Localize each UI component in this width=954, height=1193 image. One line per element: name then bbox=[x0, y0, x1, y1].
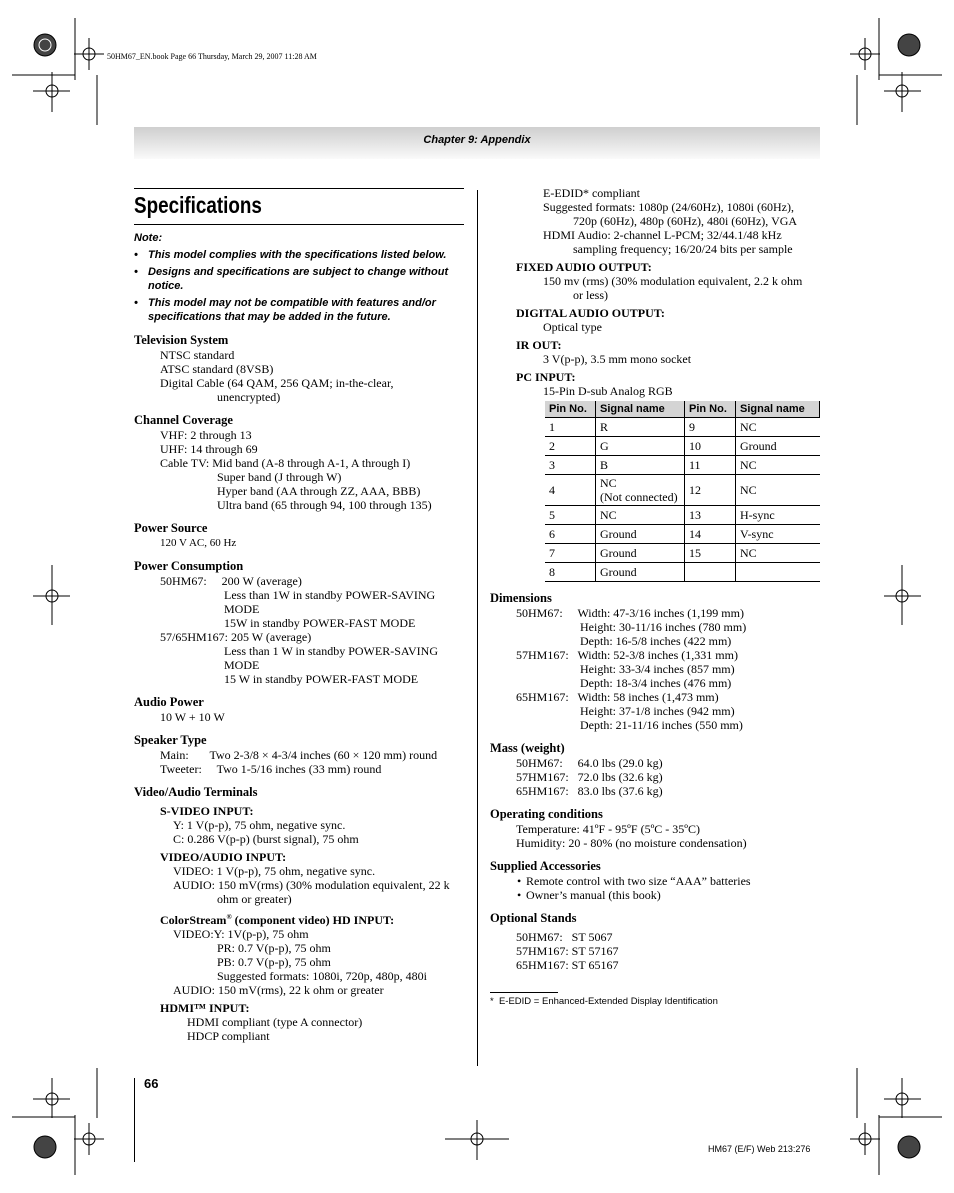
spec-line: 57/65HM167: 205 W (average) bbox=[160, 630, 312, 644]
right-column bbox=[490, 186, 820, 1007]
spec-line: MODE bbox=[224, 602, 260, 616]
spec-line: Less than 1 W in standby POWER-SAVING bbox=[224, 644, 438, 658]
spec-line: 57HM167: ST 57167 bbox=[516, 944, 619, 958]
list-item: • Owner’s manual (this book) bbox=[517, 888, 661, 902]
power-source-heading: Power Source bbox=[134, 521, 208, 535]
spec-line: or less) bbox=[573, 288, 608, 302]
note-label: Note: bbox=[134, 232, 163, 244]
spec-line: HDMI compliant (type A connector) bbox=[187, 1015, 363, 1029]
note-block bbox=[134, 231, 464, 324]
spec-line: PR: 0.7 V(p-p), 75 ohm bbox=[217, 941, 331, 955]
spec-line: 65HM167: Width: 58 inches (1,473 mm) bbox=[516, 690, 719, 704]
operating-heading: Operating conditions bbox=[490, 807, 603, 821]
chapter-title: Chapter 9: Appendix bbox=[423, 134, 531, 146]
table-row: 7 Ground 15 NC bbox=[545, 544, 820, 563]
footnote-rule bbox=[490, 992, 558, 993]
chapter-header bbox=[134, 127, 820, 159]
spec-line: Humidity: 20 - 80% (no moisture condensation) bbox=[516, 836, 747, 850]
colorstream-heading: ColorStream® (component video) HD INPUT: bbox=[160, 913, 395, 927]
column-header: Signal name bbox=[596, 401, 685, 418]
table-row: 6 Ground 14 V-sync bbox=[545, 525, 820, 544]
spec-line: 50HM67: ST 5067 bbox=[516, 930, 613, 944]
pin-table-header bbox=[545, 401, 820, 418]
spec-line: VHF: 2 through 13 bbox=[160, 428, 252, 442]
table-row: 1 R 9 NC bbox=[545, 418, 820, 437]
spec-line: Tweeter: Two 1-5/16 inches (33 mm) round bbox=[160, 762, 382, 776]
pin-table bbox=[545, 401, 820, 582]
left-column bbox=[134, 188, 464, 1043]
note-item: • Designs and specifications are subject to change without notice. bbox=[134, 266, 449, 292]
spec-line: Super band (J through W) bbox=[217, 470, 342, 484]
table-row: 8 Ground bbox=[545, 563, 820, 582]
spec-line: 150 mv (rms) (30% modulation equivalent, 2.2 k ohm bbox=[543, 274, 803, 288]
stands-heading: Optional Stands bbox=[490, 911, 577, 925]
spec-line: 65HM167: 83.0 lbs (37.6 kg) bbox=[516, 784, 663, 798]
spec-line: AUDIO: 150 mV(rms), 22 k ohm or greater bbox=[173, 983, 384, 997]
spec-line: Depth: 18-3/4 inches (476 mm) bbox=[580, 676, 732, 690]
note-item: • This model may not be compatible with features and/or specifications that may be added in the future. bbox=[134, 297, 436, 323]
spec-line: ATSC standard (8VSB) bbox=[160, 362, 274, 376]
column-header: Signal name bbox=[736, 401, 820, 418]
file-info: 50HM67_EN.book Page 66 Thursday, March 29, 2007 11:28 AM bbox=[107, 52, 317, 61]
spec-line: VIDEO:Y: 1V(p-p), 75 ohm bbox=[173, 927, 309, 941]
spec-line: AUDIO: 150 mV(rms) (30% modulation equivalent, 22 k bbox=[173, 878, 450, 892]
mass-heading: Mass (weight) bbox=[490, 741, 565, 755]
va-terminals-heading: Video/Audio Terminals bbox=[134, 785, 258, 799]
hdmi-heading: HDMI™ INPUT: bbox=[160, 1001, 250, 1015]
spec-line: Main: Two 2-3/8 × 4-3/4 inches (60 × 120 mm) round bbox=[160, 748, 438, 762]
spec-line: Ultra band (65 through 94, 100 through 135) bbox=[217, 498, 432, 512]
spec-line: Hyper band (AA through ZZ, AAA, BBB) bbox=[217, 484, 421, 498]
column-header: Pin No. bbox=[685, 401, 736, 418]
spec-line: Temperature: 41ºF - 95ºF (5ºC - 35ºC) bbox=[516, 822, 701, 836]
spec-line: VIDEO: 1 V(p-p), 75 ohm, negative sync. bbox=[173, 864, 376, 878]
spec-line: C: 0.286 V(p-p) (burst signal), 75 ohm bbox=[173, 832, 359, 846]
print-code: HM67 (E/F) Web 213:276 bbox=[708, 1144, 811, 1154]
speaker-heading: Speaker Type bbox=[134, 733, 207, 747]
va-input-heading: VIDEO/AUDIO INPUT: bbox=[160, 850, 287, 864]
spec-line: 15W in standby POWER-FAST MODE bbox=[224, 616, 416, 630]
dimensions-heading: Dimensions bbox=[490, 591, 552, 605]
spec-line: 3 V(p-p), 3.5 mm mono socket bbox=[543, 352, 692, 366]
title-top-rule bbox=[134, 188, 464, 189]
tv-system-heading: Television System bbox=[134, 333, 229, 347]
spec-line: 57HM167: Width: 52-3/8 inches (1,331 mm) bbox=[516, 648, 738, 662]
spec-line: Less than 1W in standby POWER-SAVING bbox=[224, 588, 436, 602]
spec-line: 50HM67: 64.0 lbs (29.0 kg) bbox=[516, 756, 663, 770]
footnote: * E-EDID = Enhanced-Extended Display Identification bbox=[490, 996, 718, 1007]
spec-line: Digital Cable (64 QAM, 256 QAM; in-the-clear, bbox=[160, 376, 394, 390]
digital-audio-heading: DIGITAL AUDIO OUTPUT: bbox=[516, 306, 665, 320]
spec-line: 15-Pin D-sub Analog RGB bbox=[543, 384, 673, 398]
page-title: Specifications bbox=[134, 192, 262, 218]
spec-line: sampling frequency; 16/20/24 bits per sample bbox=[573, 242, 793, 256]
spec-line: Height: 30-11/16 inches (780 mm) bbox=[580, 620, 747, 634]
note-item: • This model complies with the specifications listed below. bbox=[134, 249, 447, 261]
title-bottom-rule bbox=[134, 224, 464, 225]
audio-power-heading: Audio Power bbox=[134, 695, 204, 709]
power-consumption-heading: Power Consumption bbox=[134, 559, 244, 573]
page-number: 66 bbox=[144, 1076, 159, 1091]
spec-line: 50HM67: 200 W (average) bbox=[160, 574, 302, 588]
table-row: 2 G 10 Ground bbox=[545, 437, 820, 456]
spec-line: 10 W + 10 W bbox=[160, 710, 225, 724]
fixed-audio-heading: FIXED AUDIO OUTPUT: bbox=[516, 260, 652, 274]
spec-line: NTSC standard bbox=[160, 348, 235, 362]
channel-heading: Channel Coverage bbox=[134, 413, 233, 427]
spec-line: ohm or greater) bbox=[217, 892, 292, 906]
spec-line: Cable TV: Mid band (A-8 through A-1, A through I) bbox=[160, 456, 411, 470]
spec-line: 50HM67: Width: 47-3/16 inches (1,199 mm) bbox=[516, 606, 744, 620]
spec-line: Suggested formats: 1080i, 720p, 480p, 480i bbox=[217, 969, 427, 983]
spec-line: MODE bbox=[224, 658, 260, 672]
spec-line: Height: 33-3/4 inches (857 mm) bbox=[580, 662, 735, 676]
spec-line: HDMI Audio: 2-channel L-PCM; 32/44.1/48 kHz bbox=[543, 228, 782, 242]
ir-out-heading: IR OUT: bbox=[516, 338, 562, 352]
spec-line: Y: 1 V(p-p), 75 ohm, negative sync. bbox=[173, 818, 346, 832]
spec-line: UHF: 14 through 69 bbox=[160, 442, 258, 456]
column-header: Pin No. bbox=[545, 401, 596, 418]
spec-line: Depth: 16-5/8 inches (422 mm) bbox=[580, 634, 732, 648]
table-row: 5 NC 13 H-sync bbox=[545, 506, 820, 525]
spec-line: 720p (60Hz), 480p (60Hz), 480i (60Hz), VGA bbox=[573, 214, 798, 228]
spec-line: E-EDID* compliant bbox=[543, 186, 640, 200]
spec-line: Optical type bbox=[543, 320, 602, 334]
table-row: 4 NC (Not connected) 12 NC bbox=[545, 475, 820, 506]
spec-line: Suggested formats: 1080p (24/60Hz), 1080i (60Hz), bbox=[543, 200, 794, 214]
spec-line: 65HM167: ST 65167 bbox=[516, 958, 619, 972]
spec-line: 15 W in standby POWER-FAST MODE bbox=[224, 672, 419, 686]
spec-line: Depth: 21-11/16 inches (550 mm) bbox=[580, 718, 743, 732]
column-divider bbox=[477, 190, 478, 1066]
spec-line: PB: 0.7 V(p-p), 75 ohm bbox=[217, 955, 331, 969]
svideo-heading: S-VIDEO INPUT: bbox=[160, 804, 254, 818]
spec-line: 120 V AC, 60 Hz bbox=[160, 537, 237, 549]
page-number-rule bbox=[134, 1078, 135, 1162]
spec-line: Height: 37-1/8 inches (942 mm) bbox=[580, 704, 735, 718]
table-row: 3 B 11 NC bbox=[545, 456, 820, 475]
list-item: • Remote control with two size “AAA” batteries bbox=[517, 874, 751, 888]
spec-line: 57HM167: 72.0 lbs (32.6 kg) bbox=[516, 770, 663, 784]
pc-input-heading: PC INPUT: bbox=[516, 370, 576, 384]
spec-line: unencrypted) bbox=[217, 390, 281, 404]
accessories-heading: Supplied Accessories bbox=[490, 859, 601, 873]
spec-line: HDCP compliant bbox=[187, 1029, 270, 1043]
